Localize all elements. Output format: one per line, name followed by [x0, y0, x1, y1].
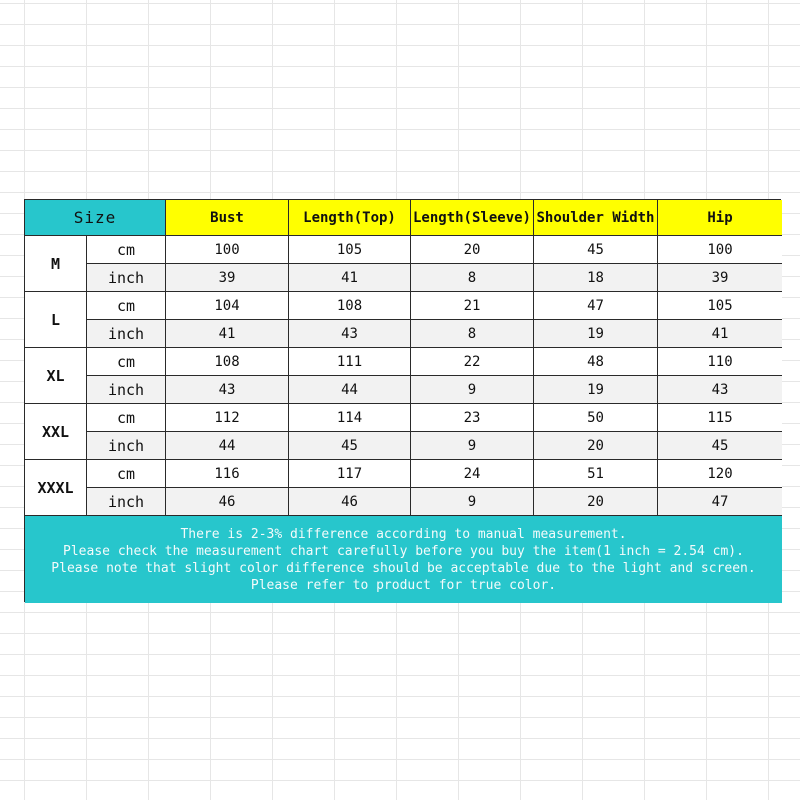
table-cell: 50	[534, 404, 658, 432]
table-cell: 114	[289, 404, 411, 432]
table-cell: 18	[534, 264, 658, 292]
size-header: Size	[25, 200, 166, 236]
unit-inch: inch	[87, 320, 166, 348]
column-header-length-top: Length(Top)	[289, 200, 411, 236]
table-cell: 51	[534, 460, 658, 488]
unit-cm: cm	[87, 460, 166, 488]
table-cell: 46	[289, 488, 411, 516]
note-line: Please refer to product for true color.	[250, 577, 557, 593]
unit-cm: cm	[87, 236, 166, 264]
column-header-shoulder-width: Shoulder Width	[534, 200, 658, 236]
table-cell: 43	[166, 376, 289, 404]
measurement-notes	[25, 516, 782, 603]
table-cell: 108	[289, 292, 411, 320]
table-cell: 47	[658, 488, 782, 516]
table-cell: 41	[166, 320, 289, 348]
table-cell: 19	[534, 376, 658, 404]
note-line: Please note that slight color difference should be acceptable due to the light and screen.	[51, 560, 756, 576]
table-cell: 45	[534, 236, 658, 264]
table-cell: 24	[411, 460, 534, 488]
table-cell: 22	[411, 348, 534, 376]
table-cell: 8	[411, 320, 534, 348]
table-cell: 9	[411, 432, 534, 460]
table-cell: 117	[289, 460, 411, 488]
table-cell: 41	[658, 320, 782, 348]
table-cell: 45	[658, 432, 782, 460]
size-label-xxl: XXL	[25, 404, 87, 460]
table-cell: 43	[658, 376, 782, 404]
column-header-bust: Bust	[166, 200, 289, 236]
table-cell: 44	[166, 432, 289, 460]
table-cell: 45	[289, 432, 411, 460]
size-label-xxxl: XXXL	[25, 460, 87, 516]
table-cell: 9	[411, 488, 534, 516]
table-cell: 108	[166, 348, 289, 376]
table-cell: 105	[658, 292, 782, 320]
table-cell: 19	[534, 320, 658, 348]
table-cell: 20	[534, 488, 658, 516]
table-cell: 43	[289, 320, 411, 348]
size-label-xl: XL	[25, 348, 87, 404]
unit-cm: cm	[87, 404, 166, 432]
size-label-l: L	[25, 292, 87, 348]
table-cell: 115	[658, 404, 782, 432]
unit-inch: inch	[87, 488, 166, 516]
table-cell: 112	[166, 404, 289, 432]
table-cell: 105	[289, 236, 411, 264]
table-cell: 46	[166, 488, 289, 516]
table-cell: 23	[411, 404, 534, 432]
unit-inch: inch	[87, 264, 166, 292]
unit-inch: inch	[87, 376, 166, 404]
table-cell: 120	[658, 460, 782, 488]
table-cell: 9	[411, 376, 534, 404]
table-cell: 100	[658, 236, 782, 264]
column-header-length-sleeve: Length(Sleeve)	[411, 200, 534, 236]
note-line: Please check the measurement chart carefully before you buy the item(1 inch = 2.54 cm).	[63, 543, 744, 559]
table-cell: 21	[411, 292, 534, 320]
size-chart-table	[24, 199, 781, 602]
table-cell: 48	[534, 348, 658, 376]
table-cell: 44	[289, 376, 411, 404]
table-cell: 20	[534, 432, 658, 460]
unit-cm: cm	[87, 348, 166, 376]
table-cell: 100	[166, 236, 289, 264]
table-cell: 116	[166, 460, 289, 488]
table-cell: 39	[658, 264, 782, 292]
unit-inch: inch	[87, 432, 166, 460]
table-cell: 20	[411, 236, 534, 264]
note-line: There is 2-3% difference according to manual measurement.	[180, 526, 627, 542]
table-cell: 104	[166, 292, 289, 320]
column-header-hip: Hip	[658, 200, 782, 236]
table-cell: 47	[534, 292, 658, 320]
table-cell: 111	[289, 348, 411, 376]
table-cell: 41	[289, 264, 411, 292]
unit-cm: cm	[87, 292, 166, 320]
table-cell: 8	[411, 264, 534, 292]
size-label-m: M	[25, 236, 87, 292]
table-cell: 39	[166, 264, 289, 292]
table-cell: 110	[658, 348, 782, 376]
